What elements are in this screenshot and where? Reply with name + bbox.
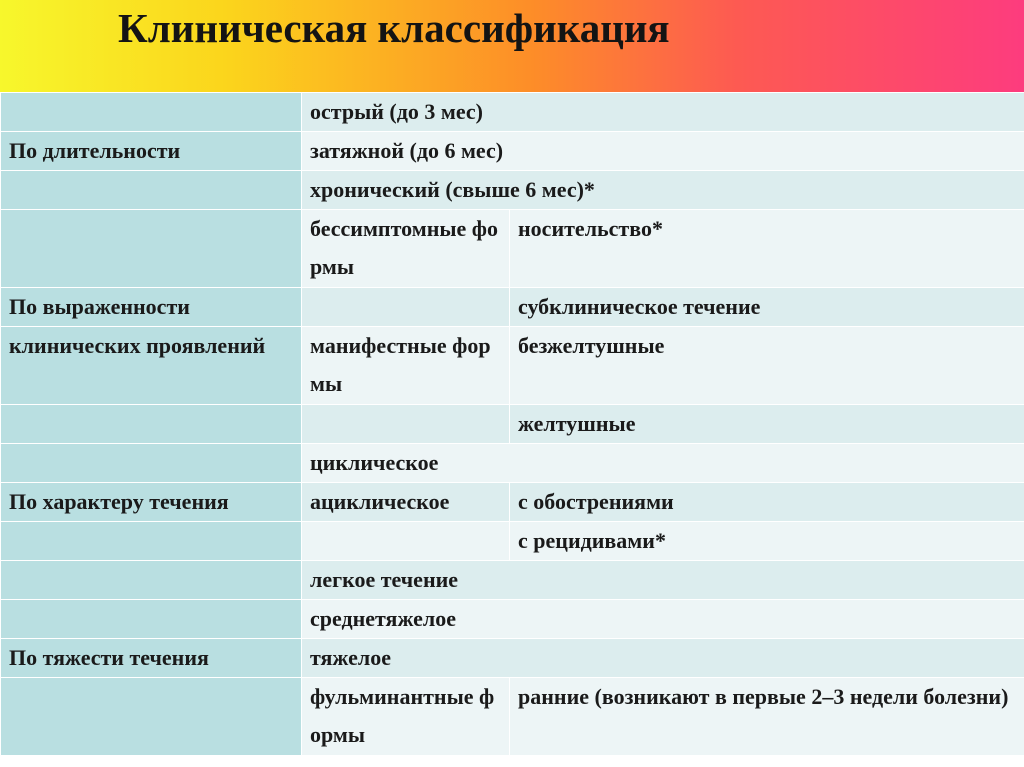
title-banner — [0, 0, 1024, 92]
table-cell — [1, 405, 302, 444]
table-cell: тяжелое — [302, 639, 1024, 678]
table-cell: циклическое — [302, 444, 1024, 483]
table-row — [1, 678, 1024, 756]
table-cell: легкое течение — [302, 561, 1024, 600]
table-row — [1, 210, 1024, 288]
table-cell: среднетяжелое — [302, 600, 1024, 639]
table-row — [1, 522, 1024, 561]
table-row — [1, 327, 1024, 405]
classification-table — [0, 92, 1024, 756]
table-cell: желтушные — [510, 405, 1024, 444]
table-cell — [1, 444, 302, 483]
table-cell: По характеру течения — [1, 483, 302, 522]
table-cell — [1, 171, 302, 210]
table-cell: субклиническое течение — [510, 288, 1024, 327]
table-row — [1, 561, 1024, 600]
page-title: Клиническая классификация — [118, 5, 670, 51]
table-cell — [1, 522, 302, 561]
table-cell: По тяжести течения — [1, 639, 302, 678]
table-cell: носительство* — [510, 210, 1024, 288]
table-cell: ациклическое — [302, 483, 510, 522]
table-cell — [1, 678, 302, 756]
table-row — [1, 132, 1024, 171]
table-row — [1, 405, 1024, 444]
table-cell: безжелтушные — [510, 327, 1024, 405]
table-row — [1, 600, 1024, 639]
table-row — [1, 483, 1024, 522]
table-cell — [1, 210, 302, 288]
table-row — [1, 93, 1024, 132]
table-cell — [1, 600, 302, 639]
table-cell — [302, 522, 510, 561]
table-cell: с обострениями — [510, 483, 1024, 522]
table-cell: острый (до 3 мес) — [302, 93, 1024, 132]
table-cell: клинических проявлений — [1, 327, 302, 405]
table-cell — [1, 93, 302, 132]
table-cell: фульминантные формы — [302, 678, 510, 756]
table-cell: хронический (свыше 6 мес)* — [302, 171, 1024, 210]
table-cell: По выраженности — [1, 288, 302, 327]
table-row — [1, 444, 1024, 483]
table-cell: с рецидивами* — [510, 522, 1024, 561]
table-cell — [302, 288, 510, 327]
table-cell: манифестные формы — [302, 327, 510, 405]
table-cell: затяжной (до 6 мес) — [302, 132, 1024, 171]
table-cell: бессимптомные формы — [302, 210, 510, 288]
table-cell: По длительности — [1, 132, 302, 171]
table-cell — [1, 561, 302, 600]
table-row — [1, 639, 1024, 678]
table-cell — [302, 405, 510, 444]
table-cell: ранние (возникают в первые 2–3 недели болезни) — [510, 678, 1024, 756]
table-row — [1, 288, 1024, 327]
table-row — [1, 171, 1024, 210]
